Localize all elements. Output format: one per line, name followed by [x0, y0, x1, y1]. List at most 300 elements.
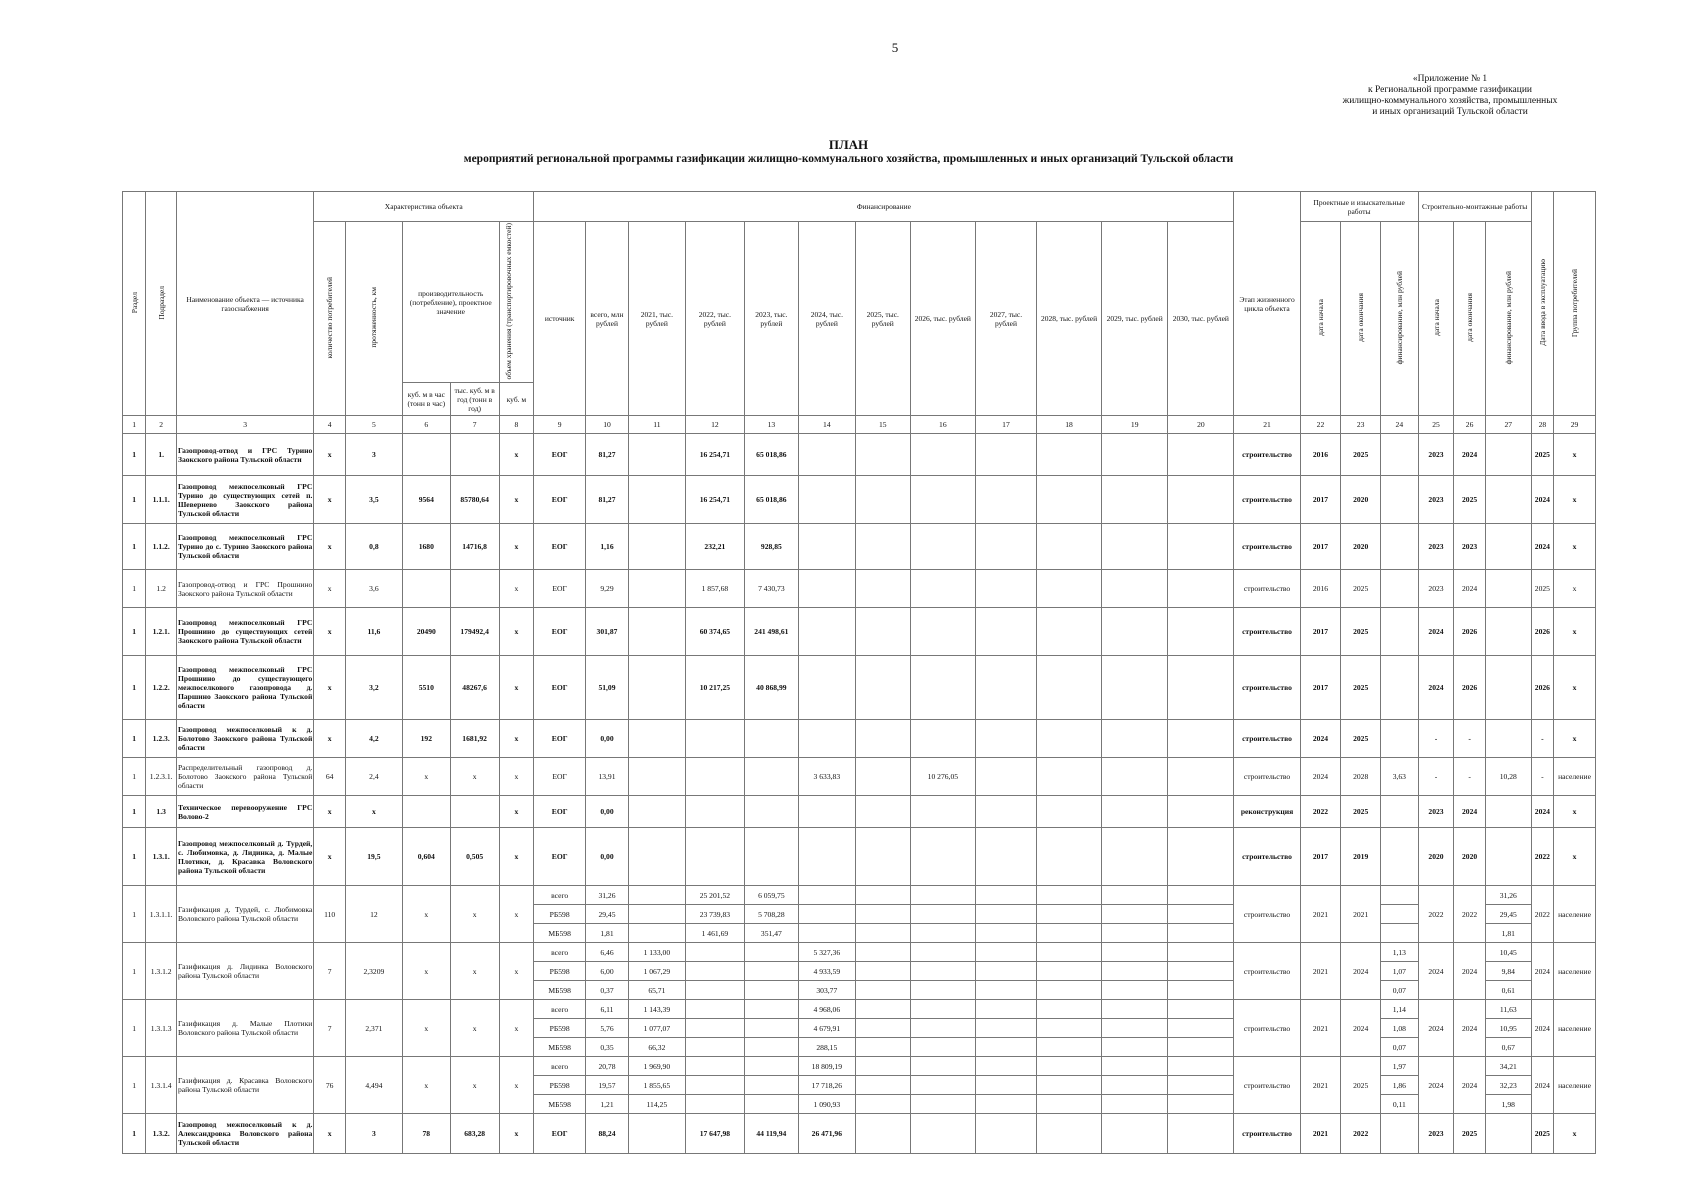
- table-cell: 51,09: [586, 656, 629, 720]
- table-cell: [744, 1076, 798, 1095]
- object-name-cell: Газопровод межпоселковый к д. Александровка Воловского района Тульской области: [176, 1114, 313, 1154]
- table-cell: [910, 608, 975, 656]
- table-cell: [628, 434, 685, 476]
- table-cell: ЕОГ: [534, 524, 586, 570]
- table-cell: -: [1531, 758, 1553, 796]
- table-cell: [1036, 570, 1101, 608]
- table-cell: 2024: [1341, 1000, 1381, 1057]
- table-cell: 13,91: [586, 758, 629, 796]
- table-cell: 2024: [1418, 608, 1454, 656]
- table-cell: [1102, 828, 1168, 886]
- table-cell: [685, 962, 744, 981]
- table-cell: РБ598: [534, 962, 586, 981]
- table-cell: [685, 1057, 744, 1076]
- table-cell: x: [499, 476, 534, 524]
- table-cell: 928,85: [744, 524, 798, 570]
- table-cell: 0,00: [586, 828, 629, 886]
- table-cell: [855, 981, 910, 1000]
- table-cell: [628, 656, 685, 720]
- table-cell: [1485, 524, 1531, 570]
- table-cell: [855, 434, 910, 476]
- table-cell: [1485, 476, 1531, 524]
- table-cell: [798, 608, 855, 656]
- table-cell: 2021: [1341, 886, 1381, 943]
- table-cell: [855, 796, 910, 828]
- table-cell: [1102, 524, 1168, 570]
- table-cell: 1681,92: [450, 720, 499, 758]
- table-cell: [1036, 758, 1101, 796]
- table-cell: [1381, 434, 1419, 476]
- table-cell: [1102, 1057, 1168, 1076]
- header-commission-date: Дата ввода в эксплуатацию: [1531, 192, 1553, 416]
- header-productivity: производительность (потребление), проектное значение: [402, 222, 499, 383]
- table-cell: население: [1554, 943, 1596, 1000]
- table-cell: 351,47: [744, 924, 798, 943]
- table-cell: 2024: [1531, 943, 1553, 1000]
- table-cell: [1036, 886, 1101, 905]
- table-cell: 4 933,59: [798, 962, 855, 981]
- table-cell: [910, 1114, 975, 1154]
- column-number: 10: [586, 416, 629, 434]
- table-cell: 2025: [1341, 796, 1381, 828]
- table-cell: [685, 1000, 744, 1019]
- table-cell: [1168, 905, 1234, 924]
- table-cell: [855, 1038, 910, 1057]
- table-cell: [744, 828, 798, 886]
- table-cell: [975, 924, 1036, 943]
- table-cell: ЕОГ: [534, 608, 586, 656]
- table-cell: всего: [534, 943, 586, 962]
- table-cell: 1: [123, 524, 146, 570]
- table-cell: 4,2: [345, 720, 402, 758]
- table-cell: [1102, 981, 1168, 1000]
- table-cell: [910, 828, 975, 886]
- table-cell: 2022: [1454, 886, 1486, 943]
- table-cell: 1.2.3.: [146, 720, 177, 758]
- design-fin-cell: 1,86: [1381, 1076, 1419, 1095]
- table-cell: [1036, 962, 1101, 981]
- table-cell: 81,27: [586, 434, 629, 476]
- table-cell: [855, 924, 910, 943]
- table-row: [123, 524, 1596, 570]
- table-cell: x: [499, 1057, 534, 1114]
- table-cell: x: [450, 1057, 499, 1114]
- table-cell: [1168, 924, 1234, 943]
- table-cell: 2017: [1300, 828, 1341, 886]
- table-cell: x: [1554, 476, 1596, 524]
- table-cell: 19,57: [586, 1076, 629, 1095]
- table-cell: 2019: [1341, 828, 1381, 886]
- construction-fin-cell: 9,84: [1485, 962, 1531, 981]
- table-cell: 17 718,26: [798, 1076, 855, 1095]
- table-cell: [628, 720, 685, 758]
- table-cell: 88,24: [586, 1114, 629, 1154]
- table-cell: [1036, 1057, 1101, 1076]
- table-cell: [798, 924, 855, 943]
- header-2026: 2026, тыс. рублей: [910, 222, 975, 416]
- header-2021: 2021, тыс. рублей: [628, 222, 685, 416]
- table-cell: [1036, 905, 1101, 924]
- design-fin-cell: 1,08: [1381, 1019, 1419, 1038]
- table-cell: 2023: [1418, 796, 1454, 828]
- table-cell: x: [314, 476, 346, 524]
- table-cell: ЕОГ: [534, 656, 586, 720]
- table-cell: [1485, 608, 1531, 656]
- table-cell: 2022: [1341, 1114, 1381, 1154]
- table-cell: [975, 796, 1036, 828]
- table-cell: население: [1554, 1000, 1596, 1057]
- table-cell: МБ598: [534, 924, 586, 943]
- table-cell: 1.3.1.: [146, 828, 177, 886]
- header-2030: 2030, тыс. рублей: [1168, 222, 1234, 416]
- table-cell: x: [314, 796, 346, 828]
- table-cell: 5,76: [586, 1019, 629, 1038]
- column-number: 26: [1454, 416, 1486, 434]
- table-cell: [1036, 1095, 1101, 1114]
- table-cell: 2024: [1531, 524, 1553, 570]
- table-cell: 1 857,68: [685, 570, 744, 608]
- table-row: [123, 758, 1596, 796]
- table-cell: [1102, 924, 1168, 943]
- table-cell: [744, 758, 798, 796]
- construction-fin-cell: 29,45: [1485, 905, 1531, 924]
- table-row: [123, 1000, 1596, 1019]
- table-cell: 1: [123, 758, 146, 796]
- table-cell: [910, 1057, 975, 1076]
- table-cell: [855, 886, 910, 905]
- table-cell: [910, 570, 975, 608]
- design-fin-cell: [1381, 886, 1419, 905]
- table-cell: [628, 828, 685, 886]
- table-cell: x: [499, 828, 534, 886]
- header-design-fin: финансирование, млн рублей: [1381, 222, 1419, 416]
- header-m3: куб. м: [499, 383, 534, 416]
- stage-cell: строительство: [1234, 1000, 1300, 1057]
- table-cell: 78: [402, 1114, 450, 1154]
- table-cell: [910, 656, 975, 720]
- table-cell: 76: [314, 1057, 346, 1114]
- table-cell: [450, 434, 499, 476]
- table-cell: 2024: [1454, 943, 1486, 1000]
- table-cell: x: [499, 434, 534, 476]
- table-cell: x: [499, 943, 534, 1000]
- table-cell: [1381, 828, 1419, 886]
- table-cell: 2026: [1454, 608, 1486, 656]
- table-cell: 1: [123, 434, 146, 476]
- appendix-line: к Региональной программе газификации: [1367, 85, 1533, 95]
- table-cell: 2022: [1418, 886, 1454, 943]
- table-cell: 0,8: [345, 524, 402, 570]
- table-cell: 3,6: [345, 570, 402, 608]
- construction-fin-cell: 0,67: [1485, 1038, 1531, 1057]
- table-cell: [1036, 1038, 1101, 1057]
- column-number: 13: [744, 416, 798, 434]
- column-number: 14: [798, 416, 855, 434]
- table-cell: 16 254,71: [685, 476, 744, 524]
- table-cell: x: [499, 608, 534, 656]
- table-cell: [975, 905, 1036, 924]
- table-cell: x: [314, 720, 346, 758]
- table-cell: 2016: [1300, 434, 1341, 476]
- table-cell: [628, 758, 685, 796]
- table-cell: 2028: [1341, 758, 1381, 796]
- table-cell: [1168, 1019, 1234, 1038]
- table-cell: [855, 943, 910, 962]
- table-cell: [910, 1095, 975, 1114]
- table-cell: 2021: [1300, 886, 1341, 943]
- table-cell: [744, 943, 798, 962]
- table-cell: x: [1554, 608, 1596, 656]
- table-cell: [628, 905, 685, 924]
- table-cell: [685, 943, 744, 962]
- table-cell: 2023: [1418, 1114, 1454, 1154]
- table-cell: [1102, 608, 1168, 656]
- table-cell: [1036, 434, 1101, 476]
- table-cell: 1.3.1.3: [146, 1000, 177, 1057]
- header-design-works: Проектные и изыскательные работы: [1300, 192, 1418, 222]
- table-cell: [855, 570, 910, 608]
- table-cell: 4 679,91: [798, 1019, 855, 1038]
- table-cell: [1381, 570, 1419, 608]
- design-fin-cell: [1381, 924, 1419, 943]
- table-row: [123, 476, 1596, 524]
- stage-cell: строительство: [1234, 656, 1300, 720]
- table-cell: [1168, 434, 1234, 476]
- object-name-cell: Газификация д. Красавка Воловского района Тульской области: [176, 1057, 313, 1114]
- table-cell: [798, 434, 855, 476]
- table-cell: [975, 720, 1036, 758]
- table-cell: 1 143,39: [628, 1000, 685, 1019]
- table-cell: [628, 1114, 685, 1154]
- table-cell: x: [1554, 1114, 1596, 1154]
- table-cell: 2022: [1531, 886, 1553, 943]
- table-cell: [798, 524, 855, 570]
- table-cell: всего: [534, 1000, 586, 1019]
- table-cell: 2021: [1300, 943, 1341, 1000]
- table-cell: 2023: [1418, 524, 1454, 570]
- table-cell: [1168, 1114, 1234, 1154]
- table-cell: x: [1554, 434, 1596, 476]
- table-cell: [975, 828, 1036, 886]
- table-cell: 2025: [1341, 570, 1381, 608]
- stage-cell: строительство: [1234, 1057, 1300, 1114]
- table-cell: [744, 1038, 798, 1057]
- table-cell: 2024: [1418, 656, 1454, 720]
- header-2022: 2022, тыс. рублей: [685, 222, 744, 416]
- table-row: [123, 796, 1596, 828]
- table-cell: [975, 981, 1036, 1000]
- table-cell: x: [402, 1000, 450, 1057]
- table-cell: 1: [123, 828, 146, 886]
- table-cell: ЕОГ: [534, 796, 586, 828]
- table-cell: 114,25: [628, 1095, 685, 1114]
- table-cell: [1102, 796, 1168, 828]
- table-cell: 1: [123, 1057, 146, 1114]
- table-cell: 1.1.1.: [146, 476, 177, 524]
- table-cell: 2024: [1531, 1000, 1553, 1057]
- table-cell: [975, 1000, 1036, 1019]
- table-row: [123, 886, 1596, 905]
- column-number: 5: [345, 416, 402, 434]
- column-number: 1: [123, 416, 146, 434]
- object-name-cell: Газопровод межпоселковый ГРС Турино до существующих сетей п. Шевернево Заокского района Тульской области: [176, 476, 313, 524]
- table-cell: [1168, 1076, 1234, 1095]
- construction-fin-cell: 10,45: [1485, 943, 1531, 962]
- table-cell: 48267,6: [450, 656, 499, 720]
- table-cell: x: [314, 434, 346, 476]
- table-cell: 2026: [1531, 608, 1553, 656]
- table-cell: [1168, 1038, 1234, 1057]
- table-cell: население: [1554, 1057, 1596, 1114]
- construction-fin-cell: 32,23: [1485, 1076, 1531, 1095]
- table-cell: [1168, 476, 1234, 524]
- table-cell: 2024: [1531, 476, 1553, 524]
- column-number: 15: [855, 416, 910, 434]
- header-2028: 2028, тыс. рублей: [1036, 222, 1101, 416]
- table-cell: 3,63: [1381, 758, 1419, 796]
- header-podrazdel: Подраздел: [146, 192, 177, 416]
- table-cell: [910, 524, 975, 570]
- table-cell: 9,29: [586, 570, 629, 608]
- header-total: всего, млн рублей: [586, 222, 629, 416]
- table-cell: [798, 905, 855, 924]
- table-cell: 0,37: [586, 981, 629, 1000]
- table-cell: [628, 886, 685, 905]
- table-cell: 7: [314, 943, 346, 1000]
- table-cell: [910, 905, 975, 924]
- table-cell: 2,3209: [345, 943, 402, 1000]
- table-cell: [975, 1019, 1036, 1038]
- table-cell: 3,2: [345, 656, 402, 720]
- table-cell: 1: [123, 476, 146, 524]
- table-cell: 2025: [1341, 656, 1381, 720]
- table-cell: всего: [534, 1057, 586, 1076]
- object-name-cell: Газификация д. Малые Плотики Воловского района Тульской области: [176, 1000, 313, 1057]
- column-number: 17: [975, 416, 1036, 434]
- table-cell: [1485, 1114, 1531, 1154]
- table-cell: [975, 434, 1036, 476]
- table-cell: [910, 1000, 975, 1019]
- table-cell: [975, 1057, 1036, 1076]
- table-cell: [1102, 1038, 1168, 1057]
- table-cell: 81,27: [586, 476, 629, 524]
- object-name-cell: Газопровод межпоселковый к д. Болотово Заокского района Тульской области: [176, 720, 313, 758]
- table-cell: 2023: [1454, 524, 1486, 570]
- table-cell: 2024: [1531, 1057, 1553, 1114]
- table-cell: [685, 720, 744, 758]
- table-cell: 1: [123, 656, 146, 720]
- table-cell: 2024: [1300, 758, 1341, 796]
- table-cell: 1.3.1.2: [146, 943, 177, 1000]
- table-cell: ЕОГ: [534, 570, 586, 608]
- stage-cell: строительство: [1234, 434, 1300, 476]
- table-cell: 2017: [1300, 524, 1341, 570]
- table-cell: [1102, 720, 1168, 758]
- column-number: 25: [1418, 416, 1454, 434]
- table-cell: 3: [345, 434, 402, 476]
- table-cell: 2024: [1418, 943, 1454, 1000]
- table-cell: 44 119,94: [744, 1114, 798, 1154]
- table-cell: x: [450, 943, 499, 1000]
- column-number: 9: [534, 416, 586, 434]
- construction-fin-cell: 31,26: [1485, 886, 1531, 905]
- table-cell: -: [1454, 758, 1486, 796]
- table-cell: [1381, 656, 1419, 720]
- table-cell: 2,371: [345, 1000, 402, 1057]
- table-cell: [1485, 434, 1531, 476]
- table-cell: [744, 1019, 798, 1038]
- column-number: 22: [1300, 416, 1341, 434]
- table-cell: x: [314, 570, 346, 608]
- table-cell: ЕОГ: [534, 434, 586, 476]
- header-characteristics: Характеристика объекта: [314, 192, 534, 222]
- table-cell: 66,32: [628, 1038, 685, 1057]
- header-construction-works: Строительно-монтажные работы: [1418, 192, 1531, 222]
- table-cell: 1: [123, 608, 146, 656]
- design-fin-cell: 1,14: [1381, 1000, 1419, 1019]
- table-cell: [975, 1038, 1036, 1057]
- table-cell: [855, 905, 910, 924]
- table-cell: [685, 1038, 744, 1057]
- table-cell: [1485, 796, 1531, 828]
- table-cell: 110: [314, 886, 346, 943]
- table-cell: 6,11: [586, 1000, 629, 1019]
- table-cell: [855, 720, 910, 758]
- table-cell: [685, 796, 744, 828]
- table-cell: [1168, 608, 1234, 656]
- table-cell: [910, 981, 975, 1000]
- table-cell: 288,15: [798, 1038, 855, 1057]
- table-cell: 0,505: [450, 828, 499, 886]
- table-cell: 1.3.2.: [146, 1114, 177, 1154]
- table-cell: [402, 796, 450, 828]
- table-cell: 20,78: [586, 1057, 629, 1076]
- table-cell: [855, 1000, 910, 1019]
- table-cell: 2025: [1341, 608, 1381, 656]
- table-cell: [975, 886, 1036, 905]
- table-cell: 18 809,19: [798, 1057, 855, 1076]
- table-cell: [685, 1076, 744, 1095]
- header-stage: Этап жизненного цикла объекта: [1234, 192, 1300, 416]
- table-cell: 241 498,61: [744, 608, 798, 656]
- table-cell: -: [1531, 720, 1553, 758]
- table-cell: 2023: [1418, 570, 1454, 608]
- table-row: [123, 720, 1596, 758]
- table-cell: [975, 608, 1036, 656]
- table-cell: 1: [123, 570, 146, 608]
- table-cell: РБ598: [534, 1076, 586, 1095]
- document-subtitle: мероприятий региональной программы газификации жилищно-коммунального хозяйства, промышленных и иных организаций Тульской области: [463, 153, 1234, 165]
- table-row: [123, 570, 1596, 608]
- table-cell: 1 133,00: [628, 943, 685, 962]
- table-cell: 6,46: [586, 943, 629, 962]
- table-cell: x: [1554, 570, 1596, 608]
- table-cell: [628, 608, 685, 656]
- table-cell: [855, 962, 910, 981]
- table-cell: 1,81: [586, 924, 629, 943]
- stage-cell: строительство: [1234, 524, 1300, 570]
- table-cell: 2024: [1454, 1000, 1486, 1057]
- table-cell: [798, 720, 855, 758]
- table-cell: 3 633,83: [798, 758, 855, 796]
- table-cell: [975, 524, 1036, 570]
- table-cell: [1381, 720, 1419, 758]
- table-cell: x: [499, 886, 534, 943]
- column-number: 8: [499, 416, 534, 434]
- column-number: 6: [402, 416, 450, 434]
- column-number: 29: [1554, 416, 1596, 434]
- table-cell: x: [499, 720, 534, 758]
